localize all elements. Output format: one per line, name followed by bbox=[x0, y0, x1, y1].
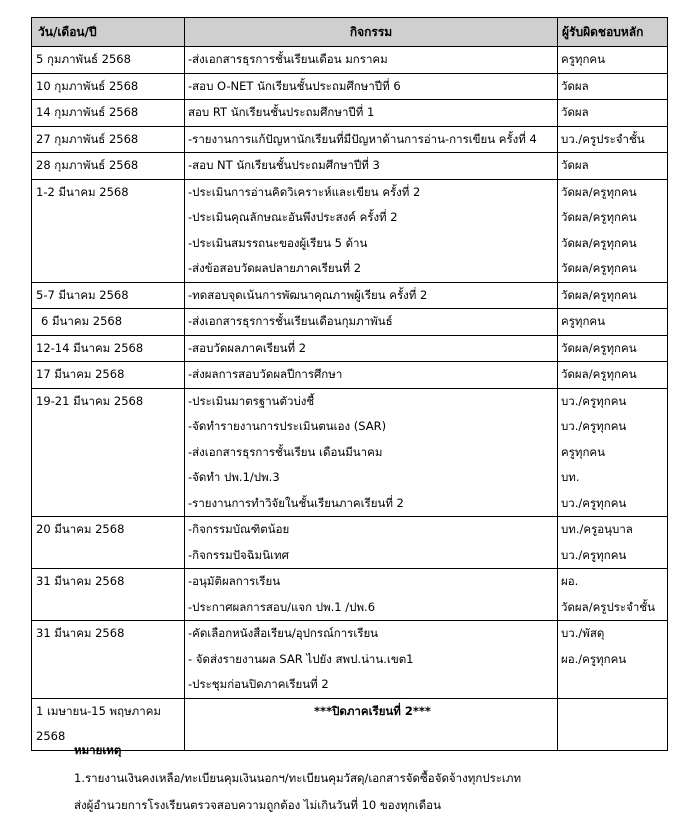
activity-item: -คัดเลือกหนังสือเรียน/อุปกรณ์การเรียน bbox=[188, 626, 379, 640]
notes-line: 1.รายงานเงินคงเหลือ/ทะเบียนคุมเงินนอกฯ/ทะเบียนคุมวัสดุ/เอกสารจัดซื้อจัดจ้างทุกประเภท bbox=[74, 771, 522, 785]
activity-cell bbox=[185, 153, 558, 180]
activity-item: -กิจกรรมบัณฑิตน้อย bbox=[188, 522, 290, 536]
date-cell bbox=[32, 100, 185, 127]
activity-item: -รายงานการแก้ปัญหานักเรียนที่มีปัญหาด้านการอ่าน-การเขียน ครั้งที่ 4 bbox=[188, 131, 537, 146]
activity-item: -ประเมินมาตรฐานตัวบ่งชี้ bbox=[188, 393, 315, 408]
responsible-cell bbox=[558, 569, 668, 621]
date-text: 31 มีนาคม 2568 bbox=[36, 574, 125, 588]
responsible-item: วัดผล/ครูประจำชั้น bbox=[561, 599, 655, 614]
activity-item: -สอบ NT นักเรียนชั้นประถมศึกษาปีที่ 3 bbox=[188, 158, 380, 172]
activity-item: -ส่งเอกสารธุรการชั้นเรียนเดือนกุมภาพันธ์ bbox=[188, 314, 393, 328]
date-text: 20 มีนาคม 2568 bbox=[36, 522, 125, 536]
notes-line: ส่งผู้อำนวยการโรงเรียนตรวจสอบความถูกต้อง ไม่เกินวันที่ 10 ของทุกเดือน bbox=[74, 798, 441, 812]
responsible-item: วัดผล/ครูทุกคน bbox=[561, 261, 637, 275]
responsible-item: วัดผล/ครูทุกคน bbox=[561, 367, 637, 381]
responsible-item: วัดผล bbox=[561, 105, 589, 119]
activity-item: -รายงานการทำวิจัยในชั้นเรียนภาคเรียนที่ 2 bbox=[188, 495, 404, 510]
date-text: 12-14 มีนาคม 2568 bbox=[36, 340, 144, 355]
date-cell bbox=[32, 309, 185, 336]
table-row bbox=[32, 569, 668, 621]
responsible-item: บท. bbox=[561, 470, 580, 484]
date-cell bbox=[32, 388, 185, 517]
activity-item: สอบ RT นักเรียนชั้นประถมศึกษาปีที่ 1 bbox=[188, 105, 375, 119]
table-row bbox=[32, 388, 668, 517]
date-cell bbox=[32, 517, 185, 569]
table-body bbox=[32, 47, 668, 751]
responsible-cell bbox=[558, 309, 668, 336]
header-responsible: ผู้รับผิดชอบหลัก bbox=[558, 18, 668, 47]
table-row bbox=[32, 621, 668, 699]
responsible-cell bbox=[558, 282, 668, 309]
activity-item: - จัดส่งรายงานผล SAR ไปยัง สพป.น่าน.เขต1 bbox=[188, 651, 414, 666]
table-row bbox=[32, 153, 668, 180]
responsible-item: วัดผล/ครูทุกคน bbox=[561, 210, 637, 224]
date-text: 5 กุมภาพันธ์ 2568 bbox=[36, 52, 131, 66]
responsible-cell bbox=[558, 47, 668, 74]
header-date: วัน/เดือน/ปี bbox=[32, 18, 185, 47]
table-row bbox=[32, 362, 668, 389]
activity-line: ***ปิดภาคเรียนที่ 2*** bbox=[314, 703, 431, 718]
responsible-item: บว./ครูทุกคน bbox=[561, 547, 627, 562]
date-text: 28 กุมภาพันธ์ 2568 bbox=[36, 158, 139, 172]
activity-cell bbox=[185, 100, 558, 127]
date-text: 5-7 มีนาคม 2568 bbox=[36, 287, 129, 302]
responsible-item: บว./ครูประจำชั้น bbox=[561, 131, 645, 146]
responsible-cell bbox=[558, 100, 668, 127]
date-text: 10 กุมภาพันธ์ 2568 bbox=[36, 78, 139, 93]
schedule-table bbox=[31, 17, 668, 751]
activity-cell bbox=[185, 362, 558, 389]
responsible-item: ครูทุกคน bbox=[561, 52, 605, 66]
activity-cell bbox=[185, 388, 558, 517]
date-text: 31 มีนาคม 2568 bbox=[36, 626, 125, 640]
activity-item: -ทดสอบจุดเน้นการพัฒนาคุณภาพผู้เรียน ครั้งที่ 2 bbox=[188, 287, 428, 302]
responsible-cell bbox=[558, 388, 668, 517]
responsible-item: วัดผล bbox=[561, 78, 589, 93]
date-text: 19-21 มีนาคม 2568 bbox=[36, 393, 144, 408]
activity-item: -ส่งเอกสารธุรการชั้นเรียน เดือนมีนาคม bbox=[188, 444, 383, 459]
table-row bbox=[32, 517, 668, 569]
responsible-cell bbox=[558, 73, 668, 100]
responsible-item: วัดผล bbox=[561, 158, 589, 172]
responsible-cell bbox=[558, 362, 668, 389]
responsible-item: บว./พัสดุ bbox=[561, 626, 605, 640]
date-text: 17 มีนาคม 2568 bbox=[36, 367, 125, 381]
activity-item: -ประชุมก่อนปิดภาคเรียนที่ 2 bbox=[188, 677, 329, 691]
activity-item: -ประกาศผลการสอบ/แจก ปพ.1 /ปพ.6 bbox=[188, 599, 376, 614]
date-text: 27 กุมภาพันธ์ 2568 bbox=[36, 131, 139, 146]
table-row bbox=[32, 47, 668, 74]
activity-cell bbox=[185, 569, 558, 621]
responsible-item: ผอ./ครูทุกคน bbox=[561, 651, 627, 666]
table-row bbox=[32, 309, 668, 336]
responsible-item: ครูทุกคน bbox=[561, 444, 605, 459]
date-cell bbox=[32, 153, 185, 180]
activity-cell bbox=[185, 309, 558, 336]
responsible-item: วัดผล/ครูทุกคน bbox=[561, 287, 637, 302]
table-row bbox=[32, 126, 668, 153]
activity-cell bbox=[185, 73, 558, 100]
activity-item: -ประเมินการอ่านคิดวิเคราะห์และเขียน ครั้งที่ 2 bbox=[188, 184, 421, 199]
responsible-cell bbox=[558, 153, 668, 180]
activity-item: -จัดทำ ปพ.1/ปพ.3 bbox=[188, 470, 280, 484]
activity-item: -จัดทำรายงานการประเมินตนเอง (SAR) bbox=[188, 419, 387, 433]
responsible-cell bbox=[558, 517, 668, 569]
activity-cell bbox=[185, 282, 558, 309]
activity-cell bbox=[185, 621, 558, 699]
activity-item: -ส่งผลการสอบวัดผลปีการศึกษา bbox=[188, 367, 343, 381]
date-cell bbox=[32, 47, 185, 74]
activity-item: -กิจกรรมปัจฉิมนิเทศ bbox=[188, 547, 289, 562]
responsible-item: บว./ครูทุกคน bbox=[561, 393, 627, 408]
date-cell bbox=[32, 282, 185, 309]
date-cell bbox=[32, 335, 185, 362]
activity-item: -ประเมินสมรรถนะของผู้เรียน 5 ด้าน bbox=[188, 235, 368, 250]
table-row bbox=[32, 282, 668, 309]
responsible-cell bbox=[558, 126, 668, 153]
activity-cell bbox=[185, 517, 558, 569]
responsible-cell bbox=[558, 179, 668, 282]
responsible-item: บท./ครูอนุบาล bbox=[561, 522, 633, 536]
date-cell bbox=[32, 621, 185, 699]
responsible-item: บว./ครูทุกคน bbox=[561, 495, 627, 510]
header-activity: กิจกรรม bbox=[185, 18, 558, 47]
date-cell bbox=[32, 179, 185, 282]
responsible-item: ครูทุกคน bbox=[561, 314, 605, 328]
date-line: 1 เมษายน-15 พฤษภาคม bbox=[36, 703, 161, 718]
activity-item: -อนุมัติผลการเรียน bbox=[188, 574, 281, 588]
responsible-item: วัดผล/ครูทุกคน bbox=[561, 235, 637, 250]
activity-cell bbox=[185, 126, 558, 153]
date-cell bbox=[32, 362, 185, 389]
schedule-sheet bbox=[31, 17, 667, 751]
table-row bbox=[32, 100, 668, 127]
notes-section bbox=[74, 740, 674, 820]
responsible-cell bbox=[558, 335, 668, 362]
activity-item: -สอบวัดผลภาคเรียนที่ 2 bbox=[188, 340, 307, 355]
notes-title: หมายเหตุ bbox=[74, 743, 122, 757]
date-cell bbox=[32, 569, 185, 621]
activity-item: -ประเมินคุณลักษณะอันพึงประสงค์ ครั้งที่ 2 bbox=[188, 210, 398, 224]
activity-item: -สอบ O-NET นักเรียนชั้นประถมศึกษาปีที่ 6 bbox=[188, 78, 401, 93]
activity-cell bbox=[185, 47, 558, 74]
activity-item: -ส่งข้อสอบวัดผลปลายภาคเรียนที่ 2 bbox=[188, 261, 362, 275]
responsible-cell bbox=[558, 621, 668, 699]
responsible-item: วัดผล/ครูทุกคน bbox=[561, 184, 637, 199]
date-cell bbox=[32, 126, 185, 153]
table-row bbox=[32, 179, 668, 282]
activity-cell bbox=[185, 179, 558, 282]
table-row bbox=[32, 73, 668, 100]
table-row bbox=[32, 335, 668, 362]
responsible-item: บว./ครูทุกคน bbox=[561, 419, 627, 433]
date-line: 2568 bbox=[36, 729, 66, 743]
date-cell bbox=[32, 73, 185, 100]
responsible-item: ผอ. bbox=[561, 574, 579, 588]
activity-item: -ส่งเอกสารธุรการชั้นเรียนเดือน มกราคม bbox=[188, 52, 388, 66]
date-text: 6 มีนาคม 2568 bbox=[41, 314, 123, 328]
activity-cell bbox=[185, 335, 558, 362]
date-text: 1-2 มีนาคม 2568 bbox=[36, 184, 129, 199]
date-text: 14 กุมภาพันธ์ 2568 bbox=[36, 105, 139, 119]
responsible-item: วัดผล/ครูทุกคน bbox=[561, 340, 637, 355]
header-row bbox=[32, 18, 668, 47]
